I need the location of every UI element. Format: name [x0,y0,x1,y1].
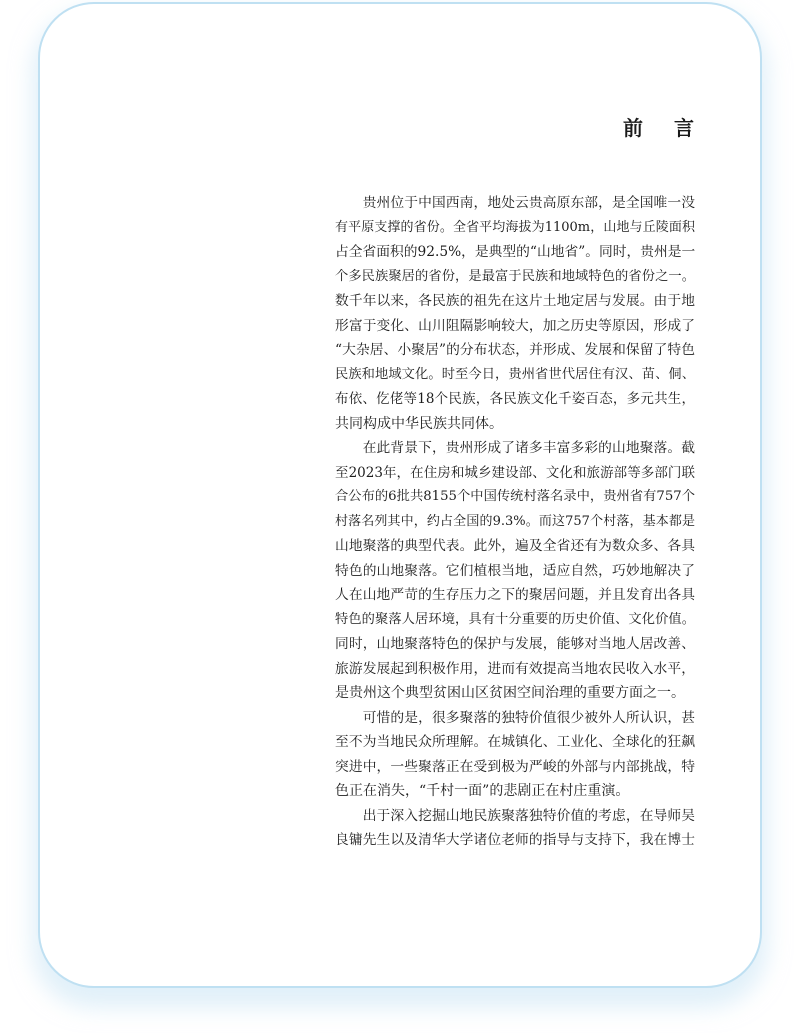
text-line: 在此背景下，贵州形成了诸多丰富多彩的山地聚落。截 [335,440,695,456]
text-line: 人在山地严苛的生存压力之下的聚居问题，并且发育出各具 [335,587,695,603]
text-line: 村落名列其中，约占全国的9.3%。而这757个村落，基本都是 [335,513,695,529]
text-line: 数千年以来，各民族的祖先在这片土地定居与发展。由于地 [335,293,695,309]
text-line: 山地聚落的典型代表。此外，遍及全省还有为数众多、各具 [335,538,695,554]
text-line: 形富于变化、山川阻隔影响较大，加之历史等原因，形成了 [335,317,695,334]
text-line: 旅游发展起到积极作用，进而有效提高当地农民收入水平， [335,660,695,677]
text-line: 贵州位于中国西南，地处云贵高原东部，是全国唯一没 [335,195,695,211]
page-title: 前 言 [623,116,706,140]
text-line: 有平原支撑的省份。全省平均海拔为1100m，山地与丘陵面积 [335,219,695,235]
text-line: 突进中，一些聚落正在受到极为严峻的外部与内部挑战，特 [335,758,695,775]
text-line: 特色的山地聚落。它们植根当地，适应自然，巧妙地解决了 [335,562,695,579]
text-line: 可惜的是，很多聚落的独特价值很少被外人所认识，甚 [335,709,695,726]
text-line: 个多民族聚居的省份，是最富于民族和地域特色的省份之一。 [335,268,695,284]
text-line: “大杂居、小聚居”的分布状态，并形成、发展和保留了特色 [335,342,695,358]
text-line: 合公布的6批共8155个中国传统村落名录中，贵州省有757个 [335,489,695,504]
text-line: 出于深入挖掘山地民族聚落独特价值的考虑，在导师吴 [335,807,695,824]
text-line: 色正在消失，“千村一面”的悲剧正在村庄重演。 [335,783,630,799]
text-line: 至2023年，在住房和城乡建设部、文化和旅游部等多部门联 [335,464,695,481]
text-line: 占全省面积的92.5%，是典型的“山地省”。同时，贵州是一 [335,244,696,260]
text-line: 是贵州这个典型贫困山区贫困空间治理的重要方面之一。 [335,685,685,701]
text-line: 民族和地域文化。时至今日，贵州省世代居住有汉、苗、侗、 [335,366,695,382]
text-line: 布依、仡佬等18个民族，各民族文化千姿百态，多元共生， [335,391,695,407]
text-line: 至不为当地民众所理解。在城镇化、工业化、全球化的狂飙 [335,734,695,750]
preface-body [335,191,695,853]
text-line: 特色的聚落人居环境，具有十分重要的历史价值、文化价值。 [335,611,695,627]
text-line: 同时，山地聚落特色的保护与发展，能够对当地人居改善、 [335,636,695,652]
text-line: 良镛先生以及清华大学诸位老师的指导与支持下，我在博士 [335,832,695,848]
text-line: 共同构成中华民族共同体。 [335,415,503,432]
